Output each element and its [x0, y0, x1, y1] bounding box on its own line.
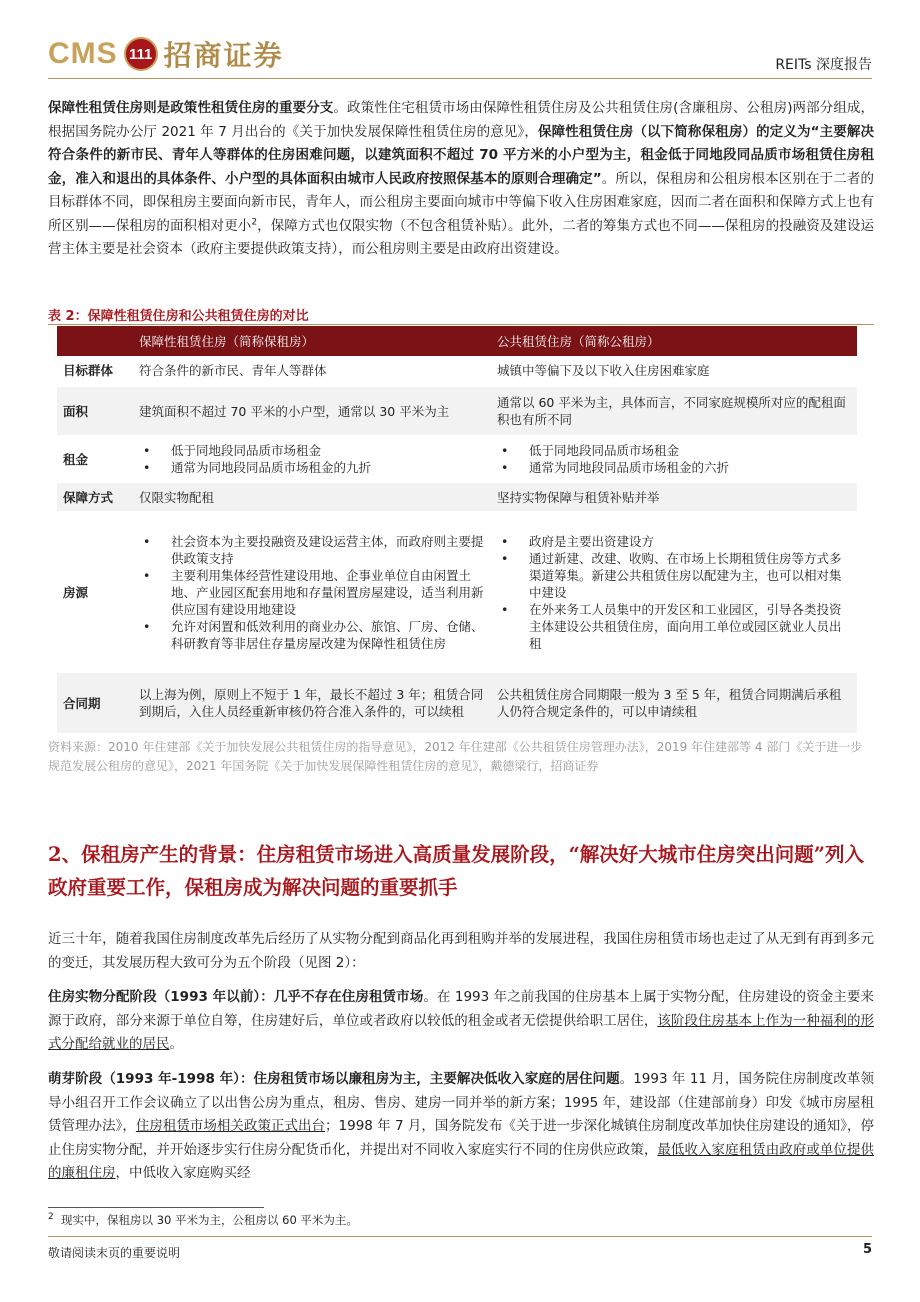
- section-paragraph-1: 近三十年，随着我国住房制度改革先后经历了从实物分配到商品化再到租购并举的发展进程，我国住房租赁市场也走过了从无到有再到多元的变迁，其发展历程大致可分为五个阶段（见图 2）：: [48, 931, 874, 971]
- list-item: • 通过新建、改建、收购、在市场上长期租赁住房等方式多渠道筹集。新建公共租赁住房以配建为主，也可以相对集中建设: [497, 550, 851, 601]
- list-item: • 通常为同地段同品质市场租金的六折: [497, 459, 851, 476]
- intro-paragraph: [48, 97, 874, 262]
- report-type: REITs 深度报告: [775, 57, 872, 73]
- header-divider: [48, 78, 872, 79]
- bullet-list: [139, 442, 485, 476]
- table-row: [57, 356, 857, 386]
- intro-text-3: ，保障方式也仅限实物（不包含租赁补贴）。此外，二者的筹集方式也不同——保租房的投融资及建设运营主体主要是社会资本（政府主要提供政策支持），而公租房则主要是由政府出资建设。: [48, 217, 875, 257]
- stage-1-heading: 住房实物分配阶段（1993 年以前）：几乎不存在住房租赁市场: [48, 989, 424, 1005]
- bullet-list: [497, 533, 851, 652]
- table-title-divider: [48, 324, 874, 325]
- cell: [491, 512, 857, 672]
- table-row: [57, 436, 857, 482]
- table-title: 表 2：保障性租赁住房和公共租赁住房的对比: [48, 309, 309, 324]
- list-item: • 通常为同地段同品质市场租金的九折: [139, 459, 485, 476]
- list-item: • 社会资本为主要投融资及建设运营主体，而政府则主要提供政策支持: [139, 533, 485, 567]
- logo-text: CMS: [48, 37, 118, 70]
- list-item: • 主要利用集体经营性建设用地、企事业单位自由闲置土地、产业园区配套用地和存量闲置房屋建设，适当利用新供应国有建设用地建设: [139, 567, 485, 618]
- list-item: • 低于同地段同品质市场租金: [139, 442, 485, 459]
- list-item: • 低于同地段同品质市场租金: [497, 442, 851, 459]
- section-paragraph-2: [48, 986, 874, 1057]
- cell: 坚持实物保障与租赁补贴并举: [491, 482, 857, 512]
- stage-2-text-3: ，中低收入家庭购买经: [115, 1165, 251, 1181]
- intro-text-1: 。政策性住宅租赁市场由保障性租赁住房及公共租赁住房(含廉租房、公租房)两部分组成，根据国务院办公厅 2021 年 7 月出台的《关于加快发展保障性租赁住房的意见》，: [48, 100, 874, 140]
- stage-2-heading: 萌芽阶段（1993 年-1998 年）：住房租赁市场以廉租房为主，主要解决低收入家庭的居住问题: [48, 1071, 620, 1087]
- row-label: 保障方式: [57, 482, 133, 512]
- section-paragraph-3: [48, 1068, 874, 1186]
- cell: [133, 436, 491, 482]
- table-row: [57, 672, 857, 734]
- stage-2-text-1: 。1993 年 11 月，国务院住房制度改革领导小组召开工作会议确立了以出售公房为重点，租房、售房、建房一同并举的新方案；1995 年，建设部（住建部前身）印发《城市房屋租赁管理办法》，: [48, 1071, 874, 1134]
- section-heading: 2、保租房产生的背景：住房租赁市场进入高质量发展阶段，“解决好大城市住房突出问题”列入政府重要工作，保租房成为解决问题的重要抓手: [48, 843, 865, 899]
- list-item: • 允许对闲置和低效利用的商业办公、旅馆、厂房、仓储、科研教育等非居住存量房屋改建为保障性租赁住房: [139, 618, 485, 652]
- table-header-blank: [57, 326, 133, 356]
- footnote-divider: [48, 1207, 264, 1208]
- cell: 符合条件的新市民、青年人等群体: [133, 356, 491, 386]
- intro-definition: 保障性租赁住房（以下简称保租房）的定义为“主要解决符合条件的新市民、青年人等群体的住房困难问题，以建筑面积不超过 70 平方米的小户型为主，租金低于同地段同品质市场租赁住房租金，准入和退出的具体条件、小户型的具体面积由城市人民政府按照保基本的原则合理确定”: [48, 123, 874, 187]
- table-row: [57, 386, 857, 436]
- intro-lead: 保障性租赁住房则是政策性租赁住房的重要分支: [48, 100, 334, 116]
- row-label: 房源: [57, 512, 133, 672]
- row-label: 租金: [57, 436, 133, 482]
- stage-2-text-2: ；1998 年 7 月，国务院发布《关于进一步深化城镇住房制度改革加快住房建设的通知》，停止住房实物分配，并开始逐步实行住房分配货币化，并提出对不同收入家庭实行不同的住房供应政策，: [48, 1118, 875, 1158]
- stage-2-highlight-1: 住房租赁市场相关政策正式出台: [135, 1118, 326, 1134]
- stage-1-highlight: 该阶段住房基本上作为一种福利的形式分配给就业的居民: [48, 1012, 874, 1052]
- intro-text-2: 。所以，保租房和公租房根本区别在于二者的目标群体不同，即保租房主要面向新市民，青年人，而公租房主要面向城市中等偏下收入住房困难家庭，因而二者在面积和保障方式上也有所区别——保租房的面积相对更小: [48, 170, 874, 234]
- row-label: 合同期: [57, 672, 133, 734]
- stage-2-highlight-2: 最低收入家庭租赁由政府或单位提供的廉租住房: [48, 1141, 874, 1181]
- footnote: [48, 1212, 358, 1228]
- list-item: • 在外来务工人员集中的开发区和工业园区，引导各类投资主体建设公共租赁住房，面向用工单位或园区就业人员出租: [497, 601, 851, 652]
- bullet-list: [497, 442, 851, 476]
- table-source-note: 资料来源：2010 年住建部《关于加快发展公共租赁住房的指导意见》，2012 年住建部《公共租赁住房管理办法》，2019 年住建部等 4 部门《关于进一步规范发展公租房的意见》，2021 年国务院《关于加快发展保障性租赁住房的意见》，戴德梁行，招商证券: [48, 740, 863, 773]
- table-row: [57, 512, 857, 672]
- stage-1-text: 。在 1993 年之前我国的住房基本上属于实物分配，住房建设的资金主要来源于政府，部分来源于单位自筹，住房建好后，单位或者政府以较低的租金或者无偿提供给职工居住，: [48, 989, 874, 1029]
- cell: [491, 436, 857, 482]
- cell: 建筑面积不超过 70 平米的小户型，通常以 30 平米为主: [133, 386, 491, 436]
- bullet-list: [139, 533, 485, 652]
- logo-mark-icon: 111: [124, 37, 158, 71]
- row-label: 目标群体: [57, 356, 133, 386]
- list-item: • 政府是主要出资建设方: [497, 533, 851, 550]
- stage-1-end: 。: [169, 1036, 183, 1052]
- cell: 通常以 60 平米为主，具体而言，不同家庭规模所对应的配租面积也有所不同: [491, 386, 857, 436]
- cell: 仅限实物配租: [133, 482, 491, 512]
- table-header-col2: 公共租赁住房（简称公租房）: [491, 326, 857, 356]
- footer-disclaimer: 敬请阅读末页的重要说明: [48, 1246, 181, 1260]
- footnote-text: 现实中，保租房以 30 平米为主，公租房以 60 平米为主。: [61, 1213, 358, 1227]
- table-row: [57, 482, 857, 512]
- table-header-col1: 保障性租赁住房（简称保租房）: [133, 326, 491, 356]
- cell: 城镇中等偏下及以下收入住房困难家庭: [491, 356, 857, 386]
- table-header-row: [57, 326, 857, 356]
- footer-divider: [48, 1236, 872, 1237]
- page-header: [48, 28, 872, 76]
- cell: 以上海为例，原则上不短于 1 年，最长不超过 3 年；租赁合同到期后，入住人员经重新审核仍符合准入条件的，可以续租: [133, 672, 491, 734]
- footnote-number: 2: [48, 1212, 54, 1223]
- logo-chinese-name: 招商证券: [163, 39, 284, 72]
- comparison-table: [57, 326, 857, 735]
- footnote-ref[interactable]: 2: [251, 217, 258, 227]
- cell: 公共租赁住房合同期限一般为 3 至 5 年，租赁合同期满后承租人仍符合规定条件的，可以申请续租: [491, 672, 857, 734]
- company-logo: [48, 34, 284, 74]
- page-number: 5: [862, 1242, 872, 1257]
- row-label: 面积: [57, 386, 133, 436]
- cell: [133, 512, 491, 672]
